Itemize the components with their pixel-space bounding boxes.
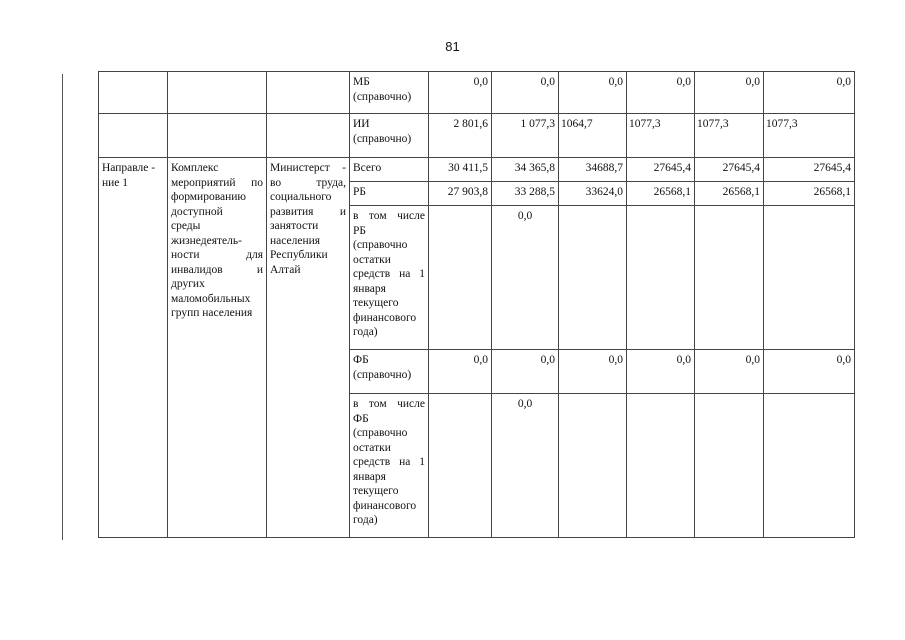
value-cell: 34688,7 [559,158,627,182]
value-cell: 33 288,5 [492,182,559,206]
direction-label-cell: Направле - ние 1 [99,158,168,538]
empty-cell [429,206,492,350]
value-cell: 26568,1 [695,182,764,206]
value-cell: 27 903,8 [429,182,492,206]
empty-cell [764,394,855,538]
value-cell: 0,0 [492,350,559,394]
value-cell: 0,0 [429,350,492,394]
source-cell: в том числе ФБ (справочно остатки средств на 1 января текущего финансового года) [350,394,429,538]
empty-cell [267,72,350,114]
value-cell: 1077,3 [627,114,695,158]
value-cell: 0,0 [695,72,764,114]
value-cell: 0,0 [764,72,855,114]
measure-name-cell: Комплекс мероприятий по формированию доступной среды жизнедеятель- ности для инвалидов и других маломобильных групп населения [168,158,267,538]
value-cell: 26568,1 [627,182,695,206]
source-cell: РБ [350,182,429,206]
source-cell: МБ (справочно) [350,72,429,114]
value-cell: 0,0 [492,394,559,538]
empty-cell [429,394,492,538]
funding-table [98,71,855,538]
value-cell: 0,0 [559,72,627,114]
source-cell: ИИ (справочно) [350,114,429,158]
empty-cell [695,206,764,350]
empty-cell [627,394,695,538]
value-cell: 1064,7 [559,114,627,158]
value-cell: 1077,3 [695,114,764,158]
value-cell: 0,0 [492,72,559,114]
value-cell: 0,0 [627,72,695,114]
table-row-mb [99,72,855,114]
value-cell: 1077,3 [764,114,855,158]
empty-cell [559,206,627,350]
empty-cell [168,72,267,114]
empty-cell [267,114,350,158]
empty-cell [695,394,764,538]
table-row-total [99,158,855,182]
empty-cell [764,206,855,350]
table-row-ii [99,114,855,158]
value-cell: 0,0 [695,350,764,394]
empty-cell [99,114,168,158]
executor-cell: Министерст - во труда, социального развития и занятости населения Республики Алтай [267,158,350,538]
empty-cell [168,114,267,158]
source-cell: ФБ (справочно) [350,350,429,394]
value-cell: 34 365,8 [492,158,559,182]
value-cell: 0,0 [559,350,627,394]
source-cell: Всего [350,158,429,182]
value-cell: 0,0 [492,206,559,350]
value-cell: 26568,1 [764,182,855,206]
value-cell: 0,0 [764,350,855,394]
page-number: 81 [445,39,460,54]
value-cell: 0,0 [627,350,695,394]
value-cell: 2 801,6 [429,114,492,158]
margin-rule [62,74,63,540]
empty-cell [559,394,627,538]
value-cell: 0,0 [429,72,492,114]
value-cell: 27645,4 [627,158,695,182]
source-cell: в том числе РБ (справочно остатки средств на 1 января текущего финансового года) [350,206,429,350]
empty-cell [627,206,695,350]
value-cell: 33624,0 [559,182,627,206]
value-cell: 1 077,3 [492,114,559,158]
empty-cell [99,72,168,114]
value-cell: 27645,4 [764,158,855,182]
value-cell: 27645,4 [695,158,764,182]
value-cell: 30 411,5 [429,158,492,182]
